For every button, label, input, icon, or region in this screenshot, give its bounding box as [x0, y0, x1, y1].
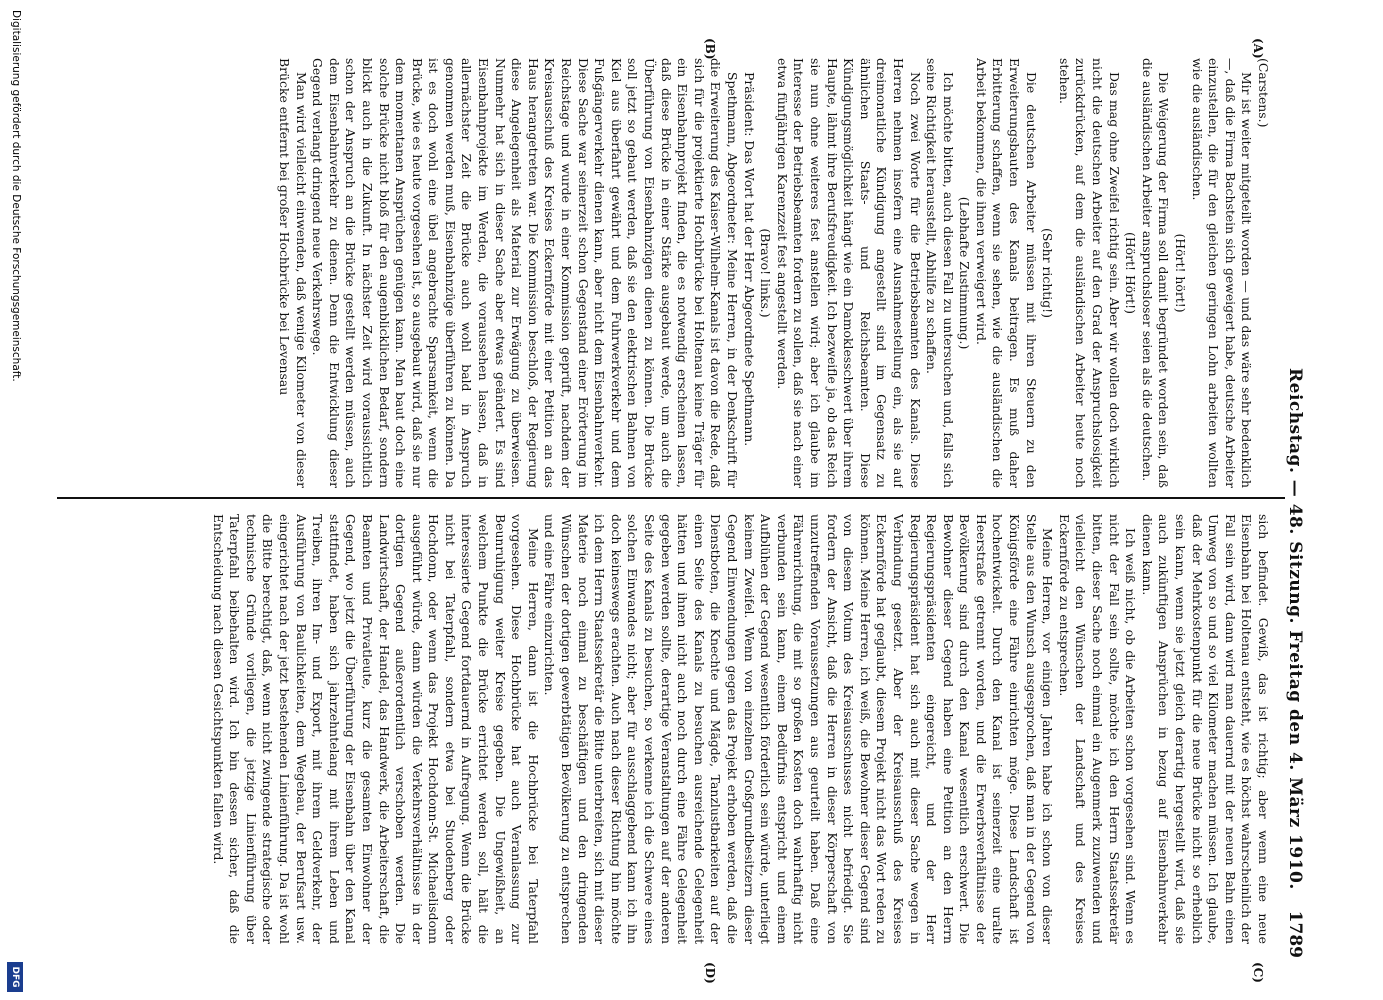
paragraph: Meine Herren, vor einigen Jahren habe ich schon von dieser Stelle aus den Wunsch ausgesprochen, daß man in der Gegend von Königsförde eine Fähre einrichten möge. Diese Landschaft ist hochentwickelt. Durch den Kanal ist seinerzeit eine uralte Heerstraße getrennt worden, und die Erwerbsverhältnisse der Bevölkerung sind durch den Kanal wesentlich erschwert. Die Bewohner dieser Gegend haben eine Petition an den Herrn Regierungspräsidenten eingereicht, und der Herr Regierungspräsident hat sich auch mit dieser Sache wegen in Verbindung gesetzt. Aber der Kreisausschuß des Kreises Eckernförde hat geglaubt, diesem Projekt nicht das Wort reden zu können. Meine Herren, ich weiß, die Bewohner dieser Gegend sind von diesem Votum des Kreisausschusses nicht befriedigt. Sie fordern der Ansicht, daß die Herren in dieser Körperschaft von unzutreffenden Voraussetzungen aus geurteilt haben. Daß eine Fährenrichtung, die mit so großen Kosten doch wahrhaftig nicht verbunden sein kann, einem Bedürfnis entspricht und einem Aufblühen der Gegend wesentlich förderlich sein würde, unterliegt keinem Zweifel. Wenn von einzelnen Großgrundbesitzern dieser Gegend Einwendungen gegen das Projekt erhoben werden, daß die Dienstboten, die Knechte und Mägde, Tanzlustbarkeiten auf der einen Seite des Kanals zu besuchen ausreichende Gelegenheit hätten und ihnen nicht auch noch durch eine Fähre Gelegenheit gegeben werden sollte, derartige Veranstaltungen auf der anderen Seite des Kanals zu besuchen, so verkenne ich die Schwere eines solchen Einwandes nicht; aber für ausschlaggebend kann ich ihn doch keineswegs erachten. Auch nach dieser Richtung hin möchte ich dem Herrn Staatssekretär die Bitte unterbreiten, sich mit dieser Materie noch einmal zu beschäftigen und den dringenden Wünschen der dortigen gewerbtätigen Bevölkerung zu entsprechen und eine Fähre einzurichten.: [542, 514, 1056, 944]
margin-mark-d: (D): [703, 962, 717, 984]
interjection: (Hört! Hört!): [1123, 232, 1139, 314]
paragraph: Ich möchte bitten, auch diesen Fall zu untersuchen und, falls sich seine Richtigkeit herausstellt, Abhilfe zu schaffen.: [924, 58, 956, 488]
left-column: [63, 58, 1271, 488]
interjection: (Sehr richtig!): [1040, 228, 1056, 318]
paragraph: Die Weigerung der Firma soll damit begründet worden sein, daß die ausländischen Arbeiter anspruchsloser seien als die deutschen.: [1139, 58, 1172, 488]
header-title: Reichstag. — 48. Sitzung. Freitag den 4. März 1910.: [1285, 368, 1305, 890]
margin-mark-b: (B): [703, 38, 717, 60]
paragraph: Das mag ohne Zweifel richtig sein. Aber wir wollen doch wirklich nicht die deutschen Arbeiter auf den Grad der Anspruchslosigkeit zurückdrücken, auf dem die ausländischen Arbeiter heute noch stehen.: [1056, 58, 1122, 488]
paragraph: Noch zwei Worte für die Betriebsbeamten des Kanals. Diese Herren nehmen insofern eine Ausnahmestellung ein, als sie auf dreimonatliche Kündigung angestellt sind im Gegensatz zu ähnlichen Staats- und Reichsbeamten. Diese Kündigungsmöglichkeit hängt wie ein Damoklesschwert über ihrem Haupte, lähmt ihre Berufsfreudigkeit. Ich bezweifle ja, ob das Reich sie nun ohne weiteres fest anstellen wird; aber ich glaube im Interesse der Betriebsbeamten fordern zu sollen, daß sie nach einer etwa fünfjährigen Karenzzeit fest angestellt werden.: [774, 58, 923, 488]
paragraph: Man wird vielleicht einwenden, daß wenige Kilometer von dieser Brücke entfernt bei großer Hochbrücke bei Levensau: [276, 58, 309, 488]
paragraph: sich befindet. Gewiß, das ist richtig; aber wenn eine neue Eisenbahn bei Holtenau entsteht, wie es höchst wahrscheinlich der Fall sein wird, dann wird man dauernd mit der neuen Bahn einen Umweg von so und so viel Kilometer machen müssen. Ich glaube, daß der Mehrkostenpunkt für die neue Brücke nicht so erheblich sein kann, wenn sie jetzt gleich derartig hergestellt wird, daß sie auch zukünftigen Ansprüchen in bezug auf Eisenbahnverkehr dienen kann.: [1139, 514, 1271, 944]
dfg-logo: DFG: [7, 962, 23, 992]
digitization-note: Digitalisierung gefördert durch die Deutsche Forschungsgemeinschaft.: [10, 10, 22, 382]
right-column: [63, 514, 1271, 944]
speaker-paragraph: Präsident: Das Wort hat der Herr Abgeordnete Spethmann.: [741, 72, 757, 447]
paragraph: Ich weiß nicht, ob die Arbeiten schon vorgesehen sind. Wenn es nicht der Fall sein sollte, möchte ich den Herrn Staatssekretär bitten, dieser Sache noch einmal ein Augenmerk zuzuwenden und vielleicht den Wünschen der Landschaft und des Kreises Eckernförde zu entsprechen.: [1056, 514, 1139, 944]
margin-mark-a: (A): [1251, 38, 1265, 59]
page-header: [1275, 58, 1305, 958]
paragraph: Die deutschen Arbeiter müssen mit ihren Steuern zu den Erweiterungsbauten des Kanals beitragen. Es muß daher Erbitterung schaffen, wenn sie sehen, wie die ausländischen die Arbeit bekommen, die ihnen verweigert wird.: [973, 58, 1039, 488]
interjection: (Bravo! links.): [758, 228, 774, 318]
speaker-paragraph: Spethmann, Abgeordneter: Meine Herren, in der Denkschrift für die Erweiterung des Kaiser-Wilhelm-Kanals ist davon die Rede, daß sich für die projektierte Hochbrücke bei Holtenau keine Träger für ein Eisenbahnprojekt finden, die es notwendig erscheinen lassen, daß diese Brücke in einer Stärke ausgebaut werde, um auch die Überführung von Eisenbahnzügen dienen zu können. Die Brücke soll jetzt so gebaut werden, daß sie den elektrischen Bahnen von Kiel aus überfahrt gewährt und dem Fuhrwerkverkehr und dem Fußgängerverkehr dienen kann, aber nicht dem Eisenbahnverkehr. Diese Sache war seinerzeit schon Gegenstand einer Erörterung im Reichstage und wurde in einer Kommission geprüft, nachdem der Kreisausschuß des Kreises Eckernförde mit einer Petition an das Haus herangetreten war. Die Kommission beschloß, der Regierung diese Angelegenheit als Material zur Erwägung zu überweisen. Nunmehr hat sich in dieser Sache aber etwas geändert. Es sind Eisenbahnprojekte im Werden, die voraussehen lassen, daß in allernächster Zeit die Brücke auch wohl bald in Anspruch genommen werden muß, Eisenbahnzüge überführen zu können. Da ist es doch wohl eine übel angebrachte Sparsamkeit, wenn die Brücke, wie es heute vorgesehen ist, so ausgebaut wird, daß sie nur dem momentanen Ansprüchen genügen kann. Man baut doch eine solche Brücke nicht bloß für den augenblicklichen Bedarf, sondern blickt auch in die Zukunft. In nächster Zeit wird voraussichtlich schon der Anspruch an die Brücke gestellt werden müssen, auch dem Eisenbahnverkehr zu dienen. Denn die Entwicklung dieser Gegend verlangt dringend neue Verkehrswege.: [310, 58, 740, 488]
paragraph: Mir ist weiter mitgeteilt worden — und das wäre sehr bedenklich —, daß die Firma Bachstein sich geweigert habe, deutsche Arbeiter einzustellen, die für den gleichen geringen Lohn arbeiten wollten wie die ausländischen.: [1189, 58, 1255, 488]
paragraph: (Carstens.): [1256, 58, 1271, 128]
paragraph: Meine Herren, dann ist die Hochbrücke bei Taterpfahl vorgesehen. Diese Hochbrücke hat auch Veranlassung zur Beunruhigung weiter Kreise gegeben. Die Ungewißheit, an welchem Punkte die Brücke errichtet werden soll, hält die interessierte Gegend fortdauernd in Aufregung. Wenn die Brücke nicht bei Taterpfahl, sondern etwa bei Stuodenberg oder Hochdonn, oder wenn das Projekt Hochdonn-St. Michaelisdonn ausgeführt würde, dann würden die Verkehrsverhältnisse in der dortigen Gegend außerordentlich verschoben werden. Die Landwirtschaft, der Handel, das Handwerk, die Arbeiterschaft, die Beamten und Privatleute, kurz die gesamten Einwohner der Gegend, wo jetzt die Überführung der Eisenbahn über den Kanal stattfindet, haben sich jahrzehntelang mit ihrem Leben und Treiben, ihren Im- und Export, mit ihrem Geldverkehr, der Ausführung von Baulichkeiten, dem Wegebau, der Berufsart usw. eingerichtet nach der jetzt bestehenden Linienführung. Da ist wohl die Bitte berechtigt, daß, wenn nicht zwingende strategische oder technische Gründe vorliegen, die jetzige Linienführung über Taterpfahl beibehalten wird. Ich bin dessen sicher, daß die Entscheidung nach diesen Gesichtspunkten fallen wird.: [210, 514, 541, 944]
interjection: (Hört! hört!): [1173, 233, 1189, 313]
page-number: 1789: [1285, 910, 1305, 958]
margin-mark-c: (C): [1251, 962, 1265, 983]
column-divider: [57, 497, 1285, 499]
interjection: (Lebhafte Zustimmung.): [957, 196, 973, 350]
